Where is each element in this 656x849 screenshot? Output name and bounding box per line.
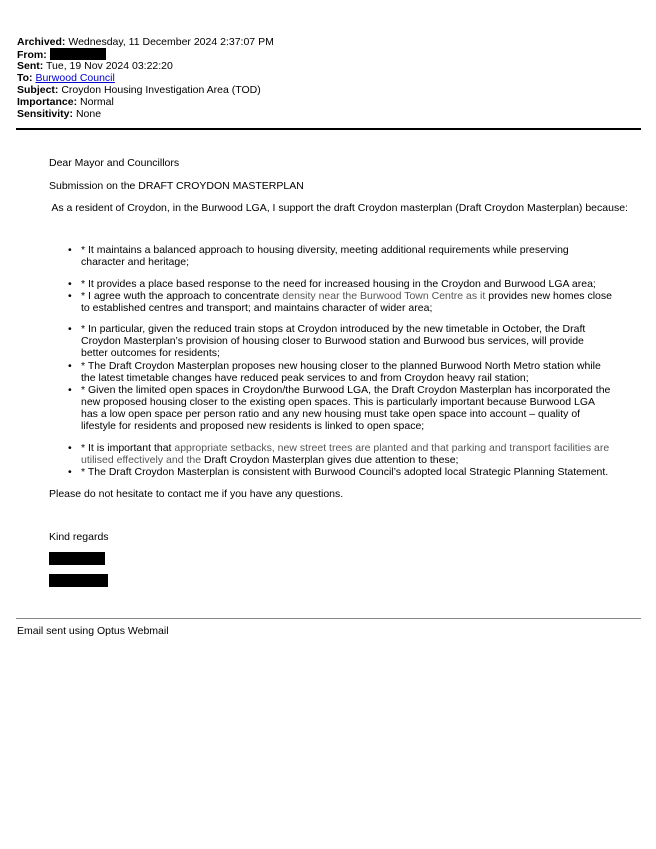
sent-value: Tue, 19 Nov 2024 03:22:20	[45, 60, 173, 72]
bullet-icon: •	[68, 442, 72, 454]
sensitivity-value: None	[75, 108, 102, 120]
signoff: Kind regards	[49, 531, 109, 543]
redacted-signature-detail	[49, 574, 108, 587]
to-label: To:	[17, 72, 33, 84]
list-item-text	[81, 442, 613, 466]
list-item-text-part: density near the Burwood Town Centre as it	[282, 290, 486, 302]
subject-label: Subject:	[17, 84, 59, 96]
list-item-text: * Given the limited open spaces in Croydon/the Burwood LGA, the Draft Croydon Masterplan has incorporated the new proposed housing closer to the existing open spaces. This is particularly important because Burwood LGA has a low open space per person ratio and any new housing must take open space into account – quality of lifestyle for residents and proposed new residents is linked to open space;	[81, 384, 611, 432]
list-item	[68, 360, 613, 384]
list-item-text	[81, 290, 613, 314]
list-item	[68, 278, 613, 290]
redacted-signature-name	[49, 552, 105, 565]
intro-paragraph: As a resident of Croydon, in the Burwood LGA, I support the draft Croydon masterplan (Draft Croydon Masterplan) because:	[49, 202, 628, 214]
list-item-text: * In particular, given the reduced train stops at Croydon introduced by the new timetable in October, the Draft Croydon Masterplan’s provision of housing closer to Burwood station and Burwood bus services, will provide better outcomes for residents;	[81, 323, 586, 359]
footer-text: Email sent using Optus Webmail	[17, 625, 169, 637]
bullet-icon: •	[68, 466, 72, 478]
closing-line: Please do not hesitate to contact me if you have any questions.	[49, 488, 344, 500]
importance-row	[17, 96, 274, 108]
list-item-text-part: provides new homes close to established centres and transport; and maintains character of wider area;	[81, 290, 612, 314]
list-item	[68, 466, 613, 478]
bullet-icon: •	[68, 360, 72, 372]
submission-title: Submission on the DRAFT CROYDON MASTERPLAN	[49, 180, 304, 192]
list-item-text: * It provides a place based response to the need for increased housing in the Croydon and Burwood LGA area;	[81, 278, 596, 290]
archived-value: Wednesday, 11 December 2024 2:37:07 PM	[68, 36, 274, 48]
email-header	[17, 36, 274, 120]
list-item-text-part: Draft Croydon Masterplan gives due attention to these;	[201, 454, 459, 466]
bullet-icon: •	[68, 278, 72, 290]
to-recipient-link[interactable]: Burwood Council	[35, 72, 115, 84]
importance-label: Importance:	[17, 96, 78, 108]
from-row	[17, 48, 274, 60]
archived-row	[17, 36, 274, 48]
to-row	[17, 72, 274, 84]
subject-row	[17, 84, 274, 96]
bullet-icon: •	[68, 244, 72, 256]
header-divider	[16, 128, 641, 130]
importance-value: Normal	[80, 96, 114, 108]
bullet-icon: •	[68, 290, 72, 302]
subject-value: Croydon Housing Investigation Area (TOD)	[61, 84, 261, 96]
sensitivity-row	[17, 108, 274, 120]
from-label: From:	[17, 49, 47, 61]
footer-divider	[16, 618, 641, 619]
sent-label: Sent:	[17, 60, 44, 72]
list-item	[68, 244, 613, 268]
list-item-text: * The Draft Croydon Masterplan is consistent with Burwood Council’s adopted local Strategic Planning Statement.	[81, 466, 609, 478]
archived-label: Archived:	[17, 36, 66, 48]
list-item-text-part: appropriate setbacks, new street trees are planted and that parking and transport facilities are utilised effectively and the	[81, 442, 610, 466]
list-item	[68, 384, 613, 432]
salutation: Dear Mayor and Councillors	[49, 157, 180, 169]
redacted-sender	[50, 48, 106, 60]
bullet-icon: •	[68, 384, 72, 396]
list-item-text-part: * I agree wuth the approach to concentrate	[81, 290, 283, 302]
list-item	[68, 290, 613, 314]
list-item	[68, 323, 613, 359]
list-item	[68, 442, 613, 466]
list-item-text-part: * It is important that	[81, 442, 175, 454]
bullet-icon: •	[68, 323, 72, 335]
sent-row	[17, 60, 274, 72]
list-item-text: * It maintains a balanced approach to housing diversity, meeting additional requirements while preserving character and heritage;	[81, 244, 569, 268]
sensitivity-label: Sensitivity:	[17, 108, 74, 120]
list-item-text: * The Draft Croydon Masterplan proposes new housing closer to the planned Burwood North Metro station while the latest timetable changes have reduced peak services to and from Croydon heavy rail station;	[81, 360, 601, 384]
